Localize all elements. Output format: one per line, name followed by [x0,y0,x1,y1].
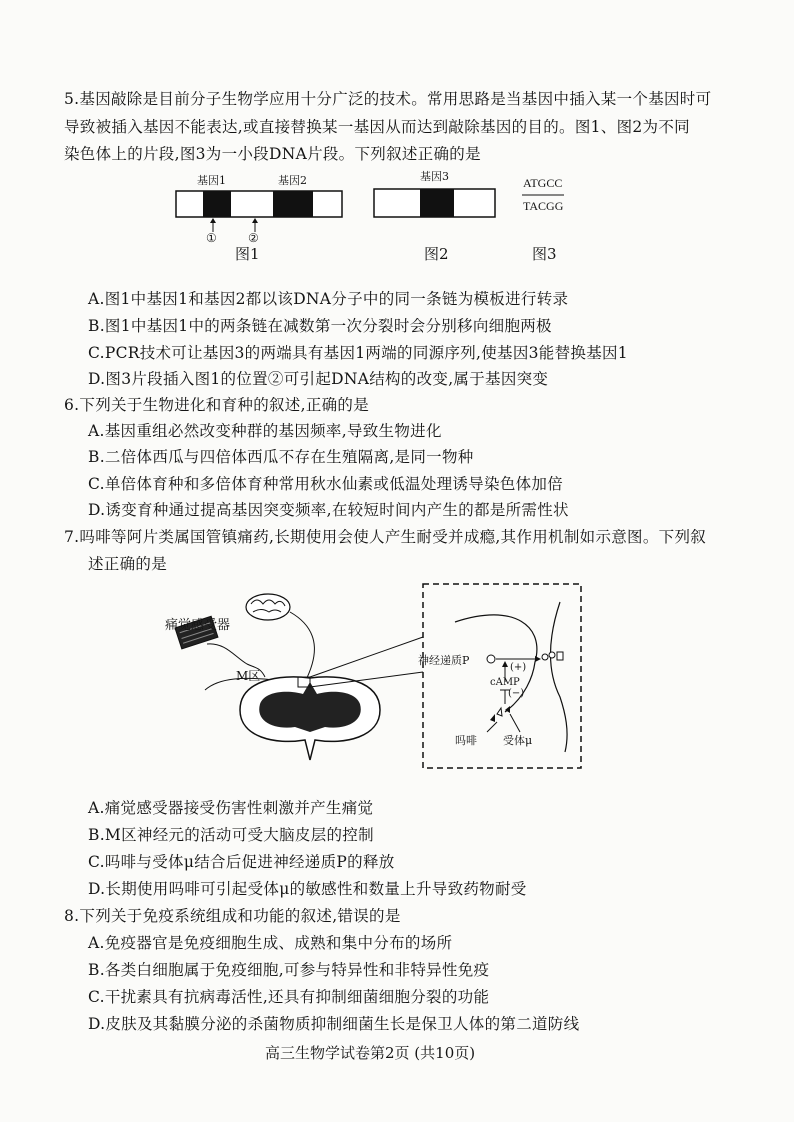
gene1-label: 基因1 [197,174,226,187]
q5-option-d: D.图3片段插入图1的位置②可引起DNA结构的改变,属于基因突变 [88,370,549,388]
figure-1-caption: 图1 [235,245,260,263]
q6-stem: 6.下列关于生物进化和育种的叙述,正确的是 [64,396,370,414]
q7-stem-line2: 述正确的是 [88,555,168,573]
q5-stem-line1: 5.基因敲除是目前分子生物学应用十分广泛的技术。常用思路是当基因中插入某一个基因时可 [64,90,712,108]
q8-option-d: D.皮肤及其黏膜分泌的杀菌物质抑制细菌生长是保卫人体的第二道防线 [88,1015,580,1033]
q6-option-c: C.单倍体育种和多倍体育种常用秋水仙素或低温处理诱导染色体加倍 [88,475,564,493]
m-zone-label: M区 [236,669,261,683]
camp-label: cAMP [490,677,520,688]
page-footer: 高三生物学试卷第2页 (共10页) [265,1044,476,1062]
minus-label: (−) [508,688,525,699]
figure-2 [373,168,498,228]
figure-2-caption: 图2 [424,245,449,263]
q7-option-b: B.M区神经元的活动可受大脑皮层的控制 [88,826,374,844]
q7-option-c: C.吗啡与受体μ结合后促进神经递质P的释放 [88,853,395,871]
chromosome-segment-1 [175,168,345,248]
chromosome-segment-2 [373,168,498,228]
q5-option-a: A.图1中基因1和基因2都以该DNA分子中的同一条链为模板进行转录 [88,290,569,308]
figure-1 [175,168,345,248]
q5-stem-line2: 导致被插入基因不能表达,或直接替换某一基因从而达到敲除基因的目的。图1、图2为不同 [64,118,690,136]
gene3-label: 基因3 [420,170,449,183]
q8-option-a: A.免疫器官是免疫细胞生成、成熟和集中分布的场所 [88,934,453,952]
q6-option-a: A.基因重组必然改变种群的基因频率,导致生物进化 [88,422,442,440]
q8-option-b: B.各类白细胞属于免疫细胞,可参与特异性和非特异性免疫 [88,961,490,979]
figure-3-caption: 图3 [532,245,557,263]
receptor-mu-label: 受体μ [503,734,533,747]
morphine-mechanism-diagram [165,582,585,772]
gene2-label: 基因2 [278,174,307,187]
q7-option-a: A.痛觉感受器接受伤害性刺激并产生痛觉 [88,799,374,817]
q7-option-d: D.长期使用吗啡可引起受体μ的敏感性和数量上升导致药物耐受 [88,880,527,898]
q5-option-c: C.PCR技术可让基因3的两端具有基因1两端的同源序列,使基因3能替换基因1 [88,344,628,362]
dna-top-strand: ATGCC [523,176,563,190]
dna-strand-divider [522,193,566,197]
q7-stem-line1: 7.吗啡等阿片类属国管镇痛药,长期使用会使人产生耐受并成瘾,其作用机制如示意图。下列叙 [64,528,707,546]
neurotransmitter-p-label: 神经递质P [418,654,470,667]
q6-option-d: D.诱变育种通过提高基因突变频率,在较短时间内产生的都是所需性状 [88,501,569,519]
morphine-label: 吗啡 [455,734,477,747]
mark-1: ① [206,231,217,245]
mark-2: ② [248,231,259,245]
dna-bottom-strand: TACGG [523,199,564,213]
plus-label: (+) [510,662,527,673]
q5-option-b: B.图1中基因1中的两条链在减数第一次分裂时会分别移向细胞两极 [88,317,552,335]
q8-stem: 8.下列关于免疫系统组成和功能的叙述,错误的是 [64,907,401,925]
q6-option-b: B.二倍体西瓜与四倍体西瓜不存在生殖隔离,是同一物种 [88,448,474,466]
q8-option-c: C.干扰素具有抗病毒活性,还具有抑制细菌细胞分裂的功能 [88,988,490,1006]
pain-receptor-label: 痛觉感受器 [165,618,231,633]
q5-stem-line3: 染色体上的片段,图3为一小段DNA片段。下列叙述正确的是 [64,145,481,163]
